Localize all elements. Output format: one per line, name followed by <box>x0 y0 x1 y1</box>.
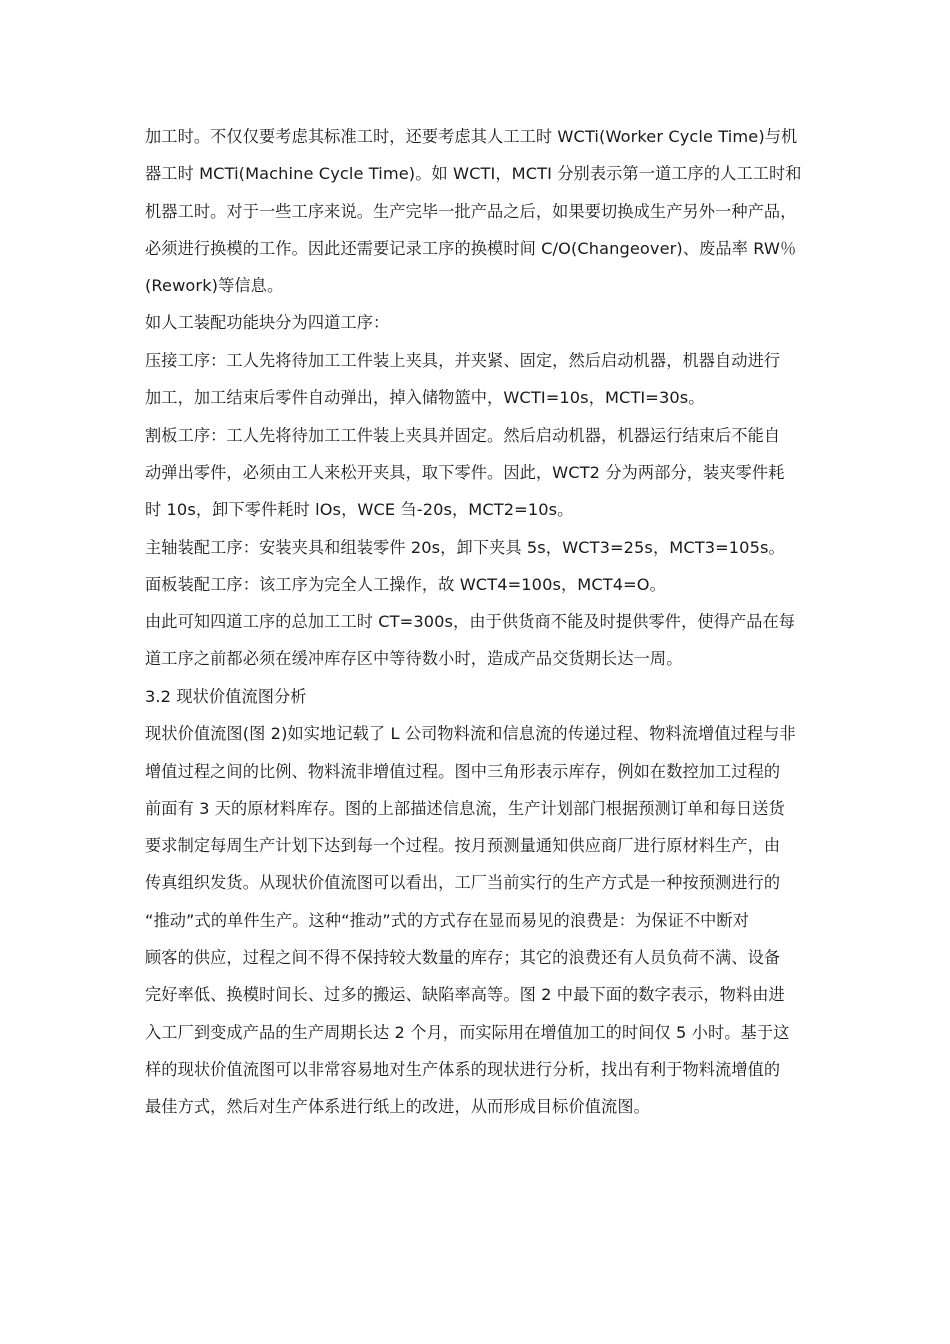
text-line: 现状价值流图(图 2)如实地记载了 L 公司物料流和信息流的传递过程、物料流增值过程与非 <box>145 724 796 743</box>
text-line: 加工，加工结束后零件自动弹出，掉入储物篮中，WCTI=10s，MCTI=30s。 <box>145 388 705 407</box>
text-line: 由此可知四道工序的总加工工时 CT=300s，由于供货商不能及时提供零件，使得产品在每 <box>145 612 796 631</box>
text-line: 顾客的供应，过程之间不得不保持较大数量的库存；其它的浪费还有人员负荷不满、设备 <box>145 948 781 967</box>
text-line: “推动”式的单件生产。这种“推动”式的方式存在显而易见的浪费是：为保证不中断对 <box>145 911 750 930</box>
text-line: 器工时 MCTi(Machine Cycle Time)。如 WCTI，MCTI 分别表示第一道工序的人工工时和 <box>145 164 802 183</box>
text-line: 如人工装配功能块分为四道工序： <box>145 313 390 332</box>
text-line: 样的现状价值流图可以非常容易地对生产体系的现状进行分析，找出有利于物料流增值的 <box>145 1060 781 1079</box>
text-line: 传真组织发货。从现状价值流图可以看出，工厂当前实行的生产方式是一种按预测进行的 <box>145 873 781 892</box>
text-line: 主轴装配工序：安装夹具和组装零件 20s，卸下夹具 5s，WCT3=25s，MCT3=105s。 <box>145 538 785 557</box>
text-line: 要求制定每周生产计划下达到每一个过程。按月预测量通知供应商厂进行原材料生产，由 <box>145 836 781 855</box>
text-line: 入工厂到变成产品的生产周期长达 2 个月，而实际用在增值加工的时间仅 5 小时。基于这 <box>145 1023 790 1042</box>
text-line: (Rework)等信息。 <box>145 276 284 295</box>
text-line: 压接工序：工人先将待加工工件装上夹具，并夹紧、固定，然后启动机器，机器自动进行 <box>145 351 781 370</box>
text-line: 机器工时。对于一些工序来说。生产完毕一批产品之后，如果要切换成生产另外一种产品， <box>145 202 797 221</box>
text-line: 前面有 3 天的原材料库存。图的上部描述信息流，生产计划部门根据预测订单和每日送货 <box>145 799 785 818</box>
text-line: 割板工序：工人先将待加工工件装上夹具并固定。然后启动机器，机器运行结束后不能自 <box>145 426 781 445</box>
text-line: 面板装配工序：该工序为完全人工操作，故 WCT4=100s，MCT4=O。 <box>145 575 666 594</box>
text-line: 最佳方式，然后对生产体系进行纸上的改进，从而形成目标价值流图。 <box>145 1097 650 1116</box>
text-line: 必须进行换模的工作。因此还需要记录工序的换模时间 C/O(Changeover)、废品率 RW％ <box>145 239 797 258</box>
text-line: 加工时。不仅仅要考虑其标准工时，还要考虑其人工工时 WCTi(Worker Cycle Time)与机 <box>145 127 798 146</box>
section-heading: 3.2 现状价值流图分析 <box>145 687 307 706</box>
text-line: 道工序之前都必须在缓冲库存区中等待数小时，造成产品交货期长达一周。 <box>145 649 683 668</box>
text-line: 动弹出零件，必须由工人来松开夹具，取下零件。因此，WCT2 分为两部分，装夹零件耗 <box>145 463 785 482</box>
text-line: 时 10s，卸下零件耗时 lOs，WCE 刍-20s，MCT2=10s。 <box>145 500 574 519</box>
text-line: 增值过程之间的比例、物料流非增值过程。图中三角形表示库存，例如在数控加工过程的 <box>145 762 781 781</box>
text-line: 完好率低、换模时间长、过多的搬运、缺陷率高等。图 2 中最下面的数字表示，物料由进 <box>145 985 785 1004</box>
